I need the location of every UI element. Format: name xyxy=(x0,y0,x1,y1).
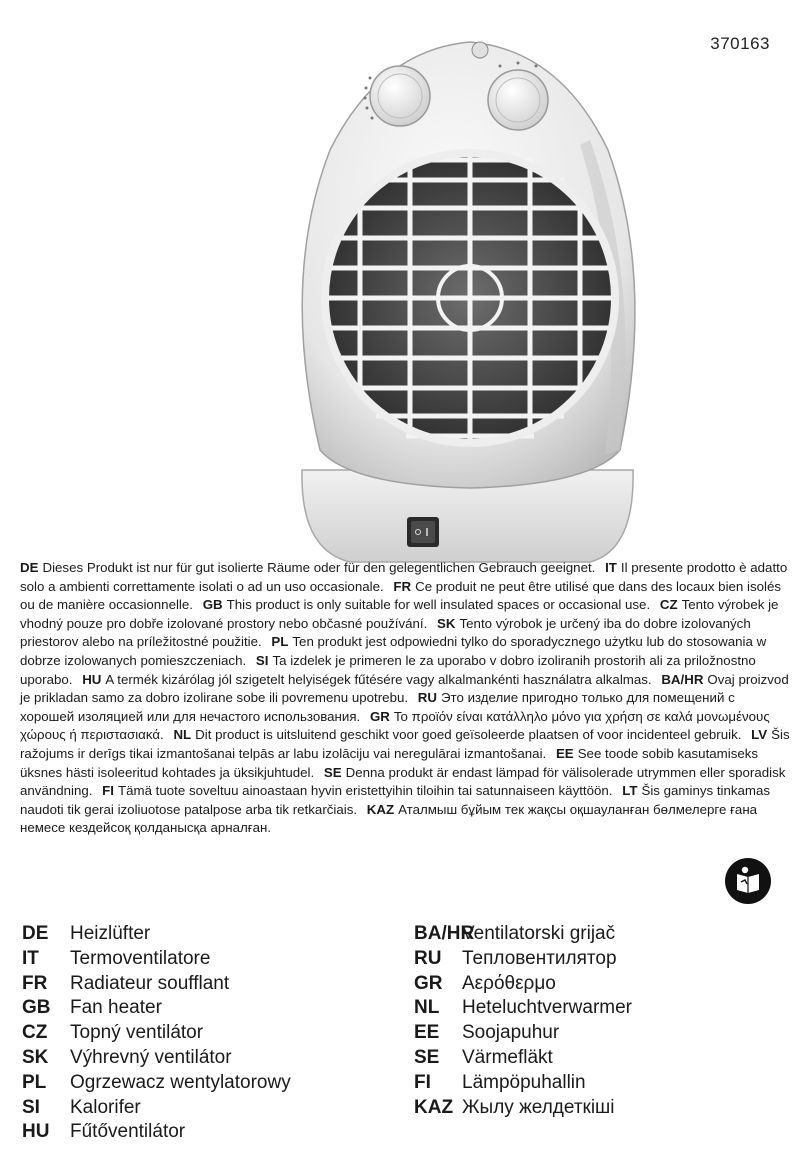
usage-notice xyxy=(20,559,792,838)
language-code: IT xyxy=(22,947,39,969)
product-name-row xyxy=(22,922,402,947)
product-name: Heizlüfter xyxy=(70,923,151,944)
language-code: FI xyxy=(414,1071,431,1093)
product-name: Fan heater xyxy=(70,997,162,1019)
product-name-row xyxy=(22,1071,402,1096)
language-code: CZ xyxy=(22,1022,48,1044)
notice-lang-code: KAZ xyxy=(366,801,395,817)
notice-lang-code: RU xyxy=(417,690,437,706)
product-name-row xyxy=(414,1071,794,1096)
notice-segment xyxy=(82,672,651,687)
product-name: Heteluchtverwarmer xyxy=(462,997,632,1019)
notice-lang-code: IT xyxy=(605,560,617,575)
product-name-row xyxy=(414,996,794,1021)
product-name: Αερόθερμο xyxy=(462,972,556,994)
product-name-row xyxy=(22,972,402,997)
notice-text: This product is only suitable for well insulated spaces or occasional use. xyxy=(226,597,651,613)
notice-text: Это изделие пригодно только для помещений с хорошей изоляцией или для нечастого использования. xyxy=(20,690,735,724)
language-code: KAZ xyxy=(414,1096,454,1118)
notice-lang-code: NL xyxy=(173,727,192,743)
product-name-row xyxy=(22,1120,402,1145)
product-name-row xyxy=(22,1096,402,1121)
notice-text: Tento výrobek je vhodný pouze pro dobře izolované prostory nebo občasné používání. xyxy=(20,597,779,631)
language-code: SE xyxy=(414,1046,440,1068)
language-code: SI xyxy=(22,1096,40,1118)
notice-lang-code: LV xyxy=(751,727,768,743)
notice-text: Ten produkt jest odpowiedni tylko do sporadycznego użytku lub do stosowania w dobrze izolowanych pomieszczeniach. xyxy=(20,634,767,668)
product-name: Ogrzewacz wentylatorowy xyxy=(70,1071,291,1093)
notice-text: Tento výrobok je určený iba do dobre izolovaných priestorov alebo na príležitostné použitie. xyxy=(20,615,751,650)
notice-text: Tämä tuote soveltuu ainoastaan hyvin eristettyihin tiloihin tai satunnaiseen käyttöön. xyxy=(118,783,613,799)
product-name: Lämpöpuhallin xyxy=(462,1071,586,1093)
fan-heater-photo xyxy=(290,30,650,575)
notice-text: Ovaj proizvod je prikladan samo za dobro izolirane sobe ili povremenu upotrebu. xyxy=(20,671,789,706)
product-code: 370163 xyxy=(710,34,770,53)
notice-text: Аталмыш бұйым тек жақсы оқшауланған бөлмелерге ғана немесе кездейсоқ қолданысқа арналған. xyxy=(20,801,758,836)
language-code: FR xyxy=(22,972,48,994)
product-names-left xyxy=(22,922,402,1145)
notice-text: Il presente prodotto è adatto solo a ambienti correttamente isolati o ad un uso occasionale. xyxy=(20,560,788,594)
notice-text: Ce produit ne peut être utilisé que dans des locaux bien isolés ou de manière occasionnelle. xyxy=(20,578,782,613)
language-code: EE xyxy=(414,1022,440,1044)
notice-lang-code: CZ xyxy=(659,597,678,613)
product-name: Termoventilatore xyxy=(70,947,211,969)
language-code: DE xyxy=(22,923,49,944)
product-name: Radiateur soufflant xyxy=(70,972,230,994)
notice-lang-code: BA/HR xyxy=(661,671,704,687)
product-name: Soojapuhur xyxy=(462,1022,560,1044)
language-code: BA/HR xyxy=(414,923,475,944)
product-name-row xyxy=(414,972,794,997)
notice-lang-code: EE xyxy=(555,745,574,761)
notice-lang-code: HU xyxy=(82,671,102,687)
notice-lang-code: LT xyxy=(622,783,638,799)
notice-lang-code: SI xyxy=(255,652,269,668)
product-name: Тепловентилятор xyxy=(462,947,617,969)
notice-text: Denna produkt är endast lämpad för välisolerade utrymmen eller sporadisk användning. xyxy=(20,764,786,799)
product-name-row xyxy=(414,1096,794,1121)
language-code: NL xyxy=(414,997,440,1019)
notice-text: Dieses Produkt ist nur für gut isolierte Räume oder für den gelegentlichen Gebrauch geeignet. xyxy=(42,560,596,575)
notice-segment xyxy=(20,560,595,575)
notice-lang-code: GB xyxy=(202,597,223,613)
notice-lang-code: PL xyxy=(271,634,289,650)
product-name-row xyxy=(22,1046,402,1071)
language-code: PL xyxy=(22,1071,47,1093)
notice-text: Šis ražojums ir derīgs tikai izmantošanai telpās ar labu izolāciju vai neregulārai izmantošanai. xyxy=(20,727,790,761)
notice-segment xyxy=(173,727,741,742)
notice-text: Το προϊόν είναι κατάλληλο μόνο για χρήση σε καλά μονωμένους χώρους ή περιστασιακά. xyxy=(20,708,770,743)
language-code: GR xyxy=(414,972,443,994)
notice-lang-code: DE xyxy=(20,560,39,575)
product-name-row xyxy=(414,1021,794,1046)
language-code: HU xyxy=(22,1121,50,1143)
notice-text: A termék kizárólag jól szigetelt helyiségek fűtésére vagy alkalmankénti használatra alkalmas. xyxy=(105,671,652,687)
language-code: SK xyxy=(22,1046,49,1068)
notice-lang-code: SE xyxy=(323,764,342,780)
read-manual-icon xyxy=(725,858,771,904)
product-name-row xyxy=(414,922,794,947)
product-name: Topný ventilátor xyxy=(70,1022,204,1044)
product-name: Kalorifer xyxy=(70,1096,141,1118)
product-name: Fűtőventilátor xyxy=(70,1121,186,1143)
product-name: Ventilatorski grijač xyxy=(462,923,616,944)
notice-text: Šis gaminys tinkamas naudoti tik gerai izoliuotose patalpose arba tik retkarčiais. xyxy=(20,783,771,817)
product-names-right xyxy=(414,922,794,1120)
notice-text: Dit product is uitsluitend geschikt voor goed geïsoleerde plaatsen of voor incidenteel gebruik. xyxy=(195,727,742,743)
language-code: RU xyxy=(414,947,442,969)
notice-lang-code: FR xyxy=(393,578,412,594)
notice-text: Ta izdelek je primeren le za uporabo v dobro izoliranih prostorih ali za priložnostno uporabo. xyxy=(20,652,756,687)
notice-segment xyxy=(102,783,612,798)
product-name: Värmefläkt xyxy=(462,1046,553,1068)
product-name-row xyxy=(414,1046,794,1071)
product-name-row xyxy=(22,1021,402,1046)
product-name-row xyxy=(414,947,794,972)
notice-lang-code: GR xyxy=(369,708,390,724)
product-name-row xyxy=(22,996,402,1021)
product-name: Výhrevný ventilátor xyxy=(70,1046,232,1068)
notice-text: See toode sobib kasutamiseks üksnes hästi isoleeritud kohtades ja üksikjuhtudel. xyxy=(20,745,759,780)
notice-segment xyxy=(203,597,650,612)
language-code: GB xyxy=(22,997,51,1019)
product-name: Жылу желдеткіші xyxy=(462,1096,615,1118)
notice-lang-code: SK xyxy=(437,615,456,631)
product-name-row xyxy=(22,947,402,972)
notice-lang-code: FI xyxy=(102,783,114,799)
